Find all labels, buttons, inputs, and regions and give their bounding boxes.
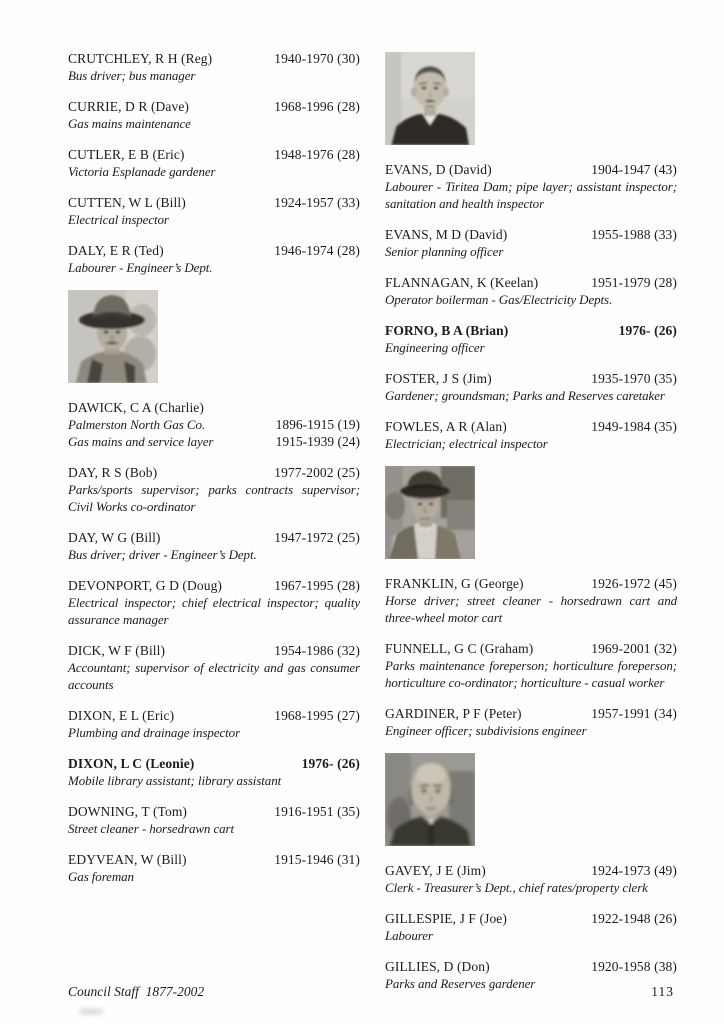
staff-entry-description: Gas foreman [68, 869, 134, 884]
footer-page-number: 113 [651, 984, 674, 999]
staff-entry [385, 161, 677, 212]
staff-entry-description: Labourer - Engineer’s Dept. [68, 260, 213, 275]
staff-entry-head [68, 755, 360, 772]
staff-entry [68, 399, 360, 450]
staff-entry-description: Bus driver; driver - Engineer’s Dept. [68, 547, 257, 562]
staff-entry-years: 1924-1973 (49) [591, 863, 677, 878]
staff-entry [68, 755, 360, 789]
staff-entry-name: FRANKLIN, G (George) [385, 576, 524, 591]
staff-entry-name: DAY, R S (Bob) [68, 465, 158, 480]
staff-entry-name: FORNO, B A (Brian) [385, 323, 509, 338]
portrait-photo [385, 466, 475, 559]
staff-entry-description: Gas mains maintenance [68, 116, 191, 131]
staff-directory-column-right [385, 52, 677, 1006]
staff-entry-years: 1949-1984 (35) [591, 419, 677, 434]
staff-entry-head [68, 399, 360, 416]
staff-entry-head [68, 851, 360, 868]
staff-entry-description: Mobile library assistant; library assistant [68, 773, 282, 788]
staff-entry [385, 370, 677, 404]
staff-entry-head [385, 161, 677, 178]
staff-entry-head [68, 464, 360, 481]
staff-entry-years: 1976- (26) [618, 323, 677, 338]
staff-entry [68, 642, 360, 693]
staff-entry-head [385, 705, 677, 722]
staff-entry-head [68, 707, 360, 724]
staff-directory-column-left [68, 50, 360, 899]
portrait-photo [68, 290, 158, 383]
staff-entry [68, 707, 360, 741]
staff-entry-head [385, 370, 677, 387]
staff-entry-years: 1976- (26) [301, 756, 360, 771]
staff-entry [68, 146, 360, 180]
staff-entry [68, 577, 360, 628]
staff-entry-years: 1926-1972 (45) [591, 576, 677, 591]
staff-entry-years: 1951-1979 (28) [591, 275, 677, 290]
staff-entry-years: 1947-1972 (25) [274, 530, 360, 545]
staff-entry-name: CURRIE, D R (Dave) [68, 99, 190, 114]
staff-entry-head [385, 226, 677, 243]
staff-entry-name: GILLESPIE, J F (Joe) [385, 911, 507, 926]
staff-entry-head [68, 98, 360, 115]
staff-entry-description: Plumbing and drainage inspector [68, 725, 241, 740]
staff-entry-name: FLANNAGAN, K (Keelan) [385, 275, 539, 290]
staff-entry-years: 1946-1974 (28) [274, 243, 360, 258]
staff-entry [68, 851, 360, 885]
staff-entry [385, 575, 677, 626]
staff-entry-head [385, 418, 677, 435]
staff-entry-name: FUNNELL, G C (Graham) [385, 641, 534, 656]
staff-entry-years: 1920-1958 (38) [591, 959, 677, 974]
staff-entry-years: 1915-1939 (24) [275, 434, 360, 449]
staff-entry-name: DAY, W G (Bill) [68, 530, 161, 545]
staff-entry [385, 862, 677, 896]
staff-entry-head [385, 958, 677, 975]
staff-entry-description: Street cleaner - horsedrawn cart [68, 821, 235, 836]
staff-entry-years: 1954-1986 (32) [274, 643, 360, 658]
staff-entry-years: 1935-1970 (35) [591, 371, 677, 386]
staff-entry-head [385, 862, 677, 879]
staff-entry-description: Parks/sports supervisor; parks contracts supervisor; Civil Works co-ordinator [68, 482, 360, 514]
staff-entry-head [385, 910, 677, 927]
staff-entry-service-row [68, 416, 360, 433]
staff-entry-role: Gas mains and service layer [68, 434, 214, 449]
staff-entry-years: 1904-1947 (43) [591, 162, 677, 177]
staff-entry [385, 418, 677, 452]
staff-entry-service-row [68, 433, 360, 450]
staff-entry-head [68, 577, 360, 594]
staff-entry-name: DEVONPORT, G D (Doug) [68, 578, 223, 593]
staff-entry-description: Clerk - Treasurer’s Dept., chief rates/property clerk [385, 880, 648, 895]
staff-entry-role: Palmerston North Gas Co. [68, 417, 206, 432]
staff-entry-description: Electrician; electrical inspector [385, 436, 548, 451]
staff-entry-name: DAWICK, C A (Charlie) [68, 400, 204, 415]
staff-entry [385, 705, 677, 739]
staff-entry-description: Bus driver; bus manager [68, 68, 196, 83]
staff-entry [68, 242, 360, 276]
staff-entry-years: 1968-1995 (27) [274, 708, 360, 723]
staff-entry [68, 529, 360, 563]
staff-entry-name: DOWNING, T (Tom) [68, 804, 188, 819]
staff-entry-description: Engineering officer [385, 340, 485, 355]
staff-entry-name: CUTTEN, W L (Bill) [68, 195, 186, 210]
staff-entry-head [385, 575, 677, 592]
staff-entry-name: EVANS, M D (David) [385, 227, 508, 242]
staff-entry-description: Senior planning officer [385, 244, 504, 259]
staff-entry-name: DALY, E R (Ted) [68, 243, 164, 258]
staff-entry-description: Operator boilerman - Gas/Electricity Depts. [385, 292, 613, 307]
staff-entry-name: GAVEY, J E (Jim) [385, 863, 486, 878]
staff-entry-years: 1940-1970 (30) [274, 51, 360, 66]
staff-entry-description: Parks and Reserves gardener [385, 976, 536, 991]
staff-entry-description: Gardener; groundsman; Parks and Reserves caretaker [385, 388, 665, 403]
staff-entry-years: 1968-1996 (28) [274, 99, 360, 114]
staff-entry-name: GILLIES, D (Don) [385, 959, 490, 974]
staff-entry-head [385, 274, 677, 291]
staff-entry-name: FOWLES, A R (Alan) [385, 419, 507, 434]
staff-entry-name: CRUTCHLEY, R H (Reg) [68, 51, 213, 66]
staff-entry [385, 274, 677, 308]
portrait-photo [385, 52, 475, 145]
staff-entry-description: Parks maintenance foreperson; horticulture foreperson; horticulture co-ordinator; horticulture - casual worker [385, 658, 677, 690]
staff-entry-description: Labourer - Tiritea Dam; pipe layer; assistant inspector; sanitation and health inspector [385, 179, 677, 211]
staff-entry-name: DIXON, L C (Leonie) [68, 756, 195, 771]
footer-book-title: Council Staff 1877-2002 [68, 984, 205, 999]
staff-entry-head [68, 194, 360, 211]
staff-entry-years: 1916-1951 (35) [274, 804, 360, 819]
suit-man-portrait-icon [385, 52, 475, 145]
staff-entry-name: DIXON, E L (Eric) [68, 708, 175, 723]
staff-entry-head [68, 50, 360, 67]
staff-entry-years: 1915-1946 (31) [274, 852, 360, 867]
staff-entry-years: 1969-2001 (32) [591, 641, 677, 656]
portrait-photo [385, 753, 475, 846]
worker-hat-portrait-icon [68, 290, 158, 383]
staff-entry [68, 50, 360, 84]
staff-entry-years: 1957-1991 (34) [591, 706, 677, 721]
staff-entry-name: GARDINER, P F (Peter) [385, 706, 522, 721]
staff-entry-name: DICK, W F (Bill) [68, 643, 166, 658]
staff-entry-years: 1922-1948 (26) [591, 911, 677, 926]
page-footer [68, 984, 674, 1000]
staff-entry-head [68, 242, 360, 259]
staff-entry-years: 1948-1976 (28) [274, 147, 360, 162]
staff-entry-description: Horse driver; street cleaner - horsedrawn cart and three-wheel motor cart [385, 593, 677, 625]
staff-entry [385, 322, 677, 356]
bald-man-portrait-icon [385, 753, 475, 846]
staff-entry-service-rows [68, 416, 360, 450]
staff-entry-years: 1896-1915 (19) [275, 417, 360, 432]
staff-entry-years: 1924-1957 (33) [274, 195, 360, 210]
staff-entry [68, 803, 360, 837]
staff-entry-name: FOSTER, J S (Jim) [385, 371, 492, 386]
staff-entry-description: Electrical inspector; chief electrical inspector; quality assurance manager [68, 595, 360, 627]
staff-entry-name: EVANS, D (David) [385, 162, 492, 177]
staff-entry [385, 910, 677, 944]
staff-entry-years: 1977-2002 (25) [274, 465, 360, 480]
staff-entry [68, 464, 360, 515]
staff-entry-years: 1955-1988 (33) [591, 227, 677, 242]
staff-entry-description: Accountant; supervisor of electricity and gas consumer accounts [68, 660, 360, 692]
staff-entry [68, 194, 360, 228]
staff-entry-description: Victoria Esplanade gardener [68, 164, 216, 179]
staff-entry-head [68, 529, 360, 546]
staff-entry-description: Engineer officer; subdivisions engineer [385, 723, 587, 738]
staff-entry-head [385, 322, 677, 339]
scan-smudge [78, 1008, 104, 1015]
staff-entry [68, 98, 360, 132]
staff-entry-description: Electrical inspector [68, 212, 169, 227]
staff-entry [385, 226, 677, 260]
staff-entry-years: 1967-1995 (28) [274, 578, 360, 593]
staff-entry-head [385, 640, 677, 657]
fedora-man-portrait-icon [385, 466, 475, 559]
staff-entry-name: EDYVEAN, W (Bill) [68, 852, 187, 867]
staff-entry-head [68, 803, 360, 820]
staff-entry-head [68, 642, 360, 659]
staff-entry-head [68, 146, 360, 163]
staff-entry-description: Labourer [385, 928, 433, 943]
staff-entry [385, 640, 677, 691]
staff-entry-name: CUTLER, E B (Eric) [68, 147, 185, 162]
